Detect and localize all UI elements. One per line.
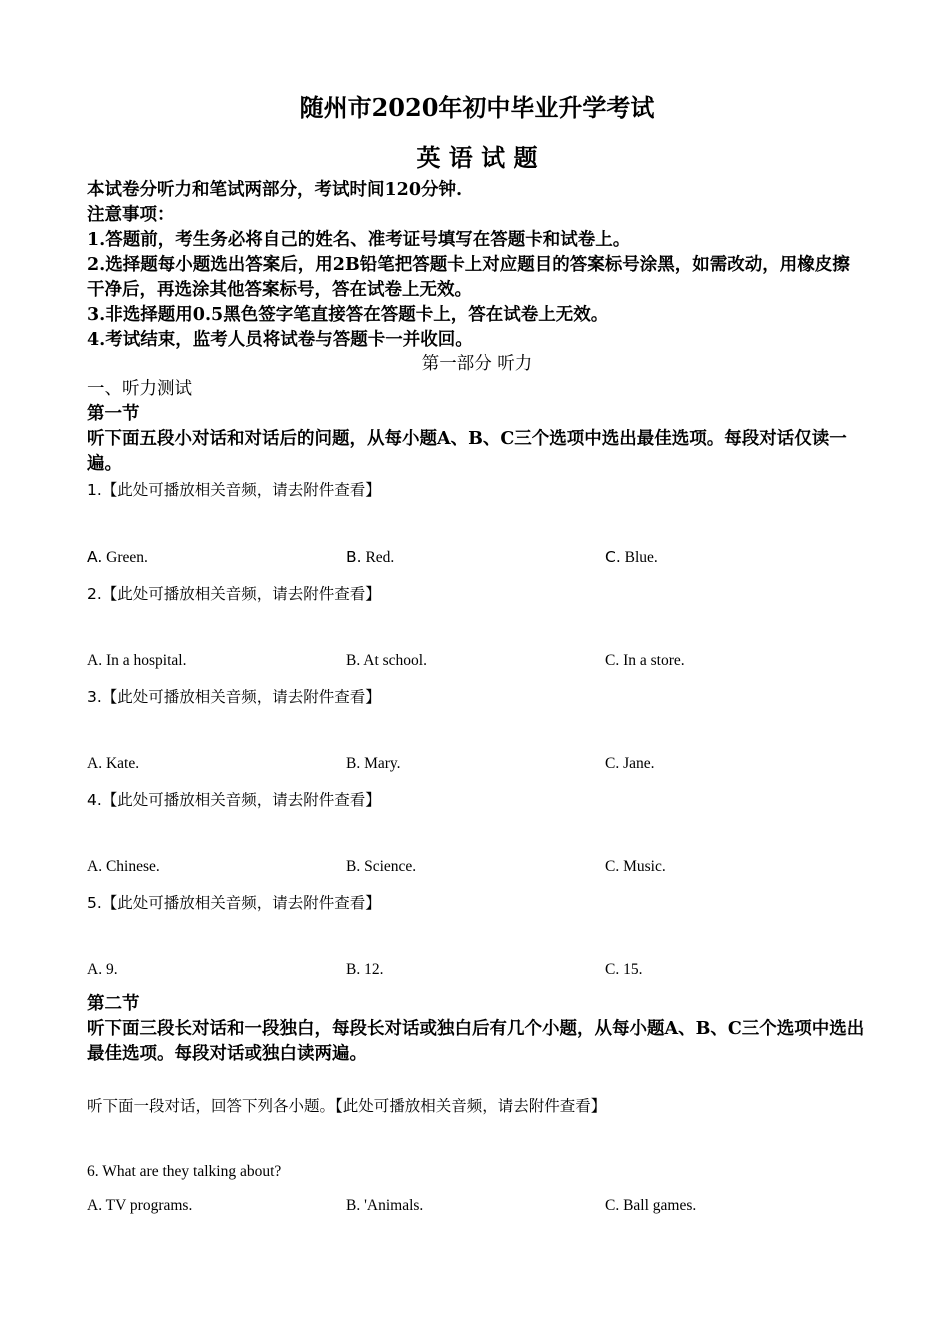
audio-note: 【此处可播放相关音频，请去附件查看】: [101, 585, 381, 603]
q6-stem: 6. What are they talking about?: [87, 1163, 282, 1180]
q1-option-a: A. Green.: [87, 548, 148, 566]
question-1-audio: [87, 478, 381, 500]
notice-item-1: 1.答题前，考生务必将自己的姓名、准考证号填写在答题卡和试卷上。: [87, 230, 631, 250]
section-title: 一、听力测试: [87, 379, 192, 399]
exam-subtitle: 英 语 试 题: [416, 143, 538, 172]
question-number: 4.: [87, 791, 102, 809]
q3-option-b: B. Mary.: [346, 755, 401, 772]
notice-item-3: 3.非选择题用0.5黑色签字笔直接答在答题卡上，答在试卷上无效。: [87, 305, 609, 325]
q3-option-c: C. Jane.: [605, 755, 655, 772]
question-number: 3.: [87, 688, 102, 706]
question-number: 2.: [87, 585, 102, 603]
q4-option-c: C. Music.: [605, 858, 666, 875]
audio-note: 【此处可播放相关音频，请去附件查看】: [101, 791, 381, 809]
audio-note: 【此处可播放相关音频，请去附件查看】: [101, 481, 381, 499]
audio-note: 【此处可播放相关音频，请去附件查看】: [101, 894, 381, 912]
question-3-audio: [87, 685, 381, 707]
q3-option-a: A. Kate.: [87, 755, 140, 772]
sec1-title: 第一节: [87, 404, 140, 424]
question-number: 1.: [87, 481, 102, 499]
part-heading: 第一部分 听力: [421, 354, 533, 374]
sec2-prompt: 听下面一段对话，回答下列各小题。【此处可播放相关音频，请去附件查看】: [87, 1097, 607, 1115]
question-number: 5.: [87, 894, 102, 912]
q2-option-b: B. At school.: [346, 652, 427, 669]
sec2-instruction: 听下面三段长对话和一段独白，每段长对话或独白后有几个小题，从每小题A、B、C三个选项中选出最佳选项。每段对话或独白读两遍。: [87, 1019, 865, 1064]
notice-item-2: 2.选择题每小题选出答案后，用2B铅笔把答题卡上对应题目的答案标号涂黑，如需改动，用橡皮擦干净后，再选涂其他答案标号，答在试卷上无效。: [87, 255, 850, 300]
sec1-instruction: 听下面五段小对话和对话后的问题，从每小题A、B、C三个选项中选出最佳选项。每段对话仅读一遍。: [87, 429, 847, 474]
q1-option-c: C. Blue.: [605, 548, 658, 566]
q2-option-a: A. In a hospital.: [87, 652, 187, 669]
q5-option-c: C. 15.: [605, 961, 643, 978]
q6-option-b: B. 'Animals.: [346, 1197, 424, 1214]
exam-title: 随州市2020年初中毕业升学考试: [299, 93, 655, 122]
question-2-audio: [87, 582, 381, 604]
intro-text: 本试卷分听力和笔试两部分，考试时间120分钟.: [87, 180, 463, 200]
q5-option-b: B. 12.: [346, 961, 384, 978]
notice-item-4: 4.考试结束，监考人员将试卷与答题卡一并收回。: [87, 330, 473, 350]
q5-option-a: A. 9.: [87, 961, 118, 978]
q6-option-c: C. Ball games.: [605, 1197, 697, 1214]
notice-heading: 注意事项：: [87, 205, 175, 225]
q4-option-a: A. Chinese.: [87, 858, 160, 875]
q6-option-a: A. TV programs.: [87, 1197, 193, 1214]
q4-option-b: B. Science.: [346, 858, 417, 875]
sec2-title: 第二节: [87, 994, 140, 1014]
question-4-audio: [87, 788, 381, 810]
audio-note: 【此处可播放相关音频，请去附件查看】: [101, 688, 381, 706]
q2-option-c: C. In a store.: [605, 652, 685, 669]
q1-option-b: B. Red.: [346, 548, 395, 566]
question-5-audio: [87, 891, 381, 913]
